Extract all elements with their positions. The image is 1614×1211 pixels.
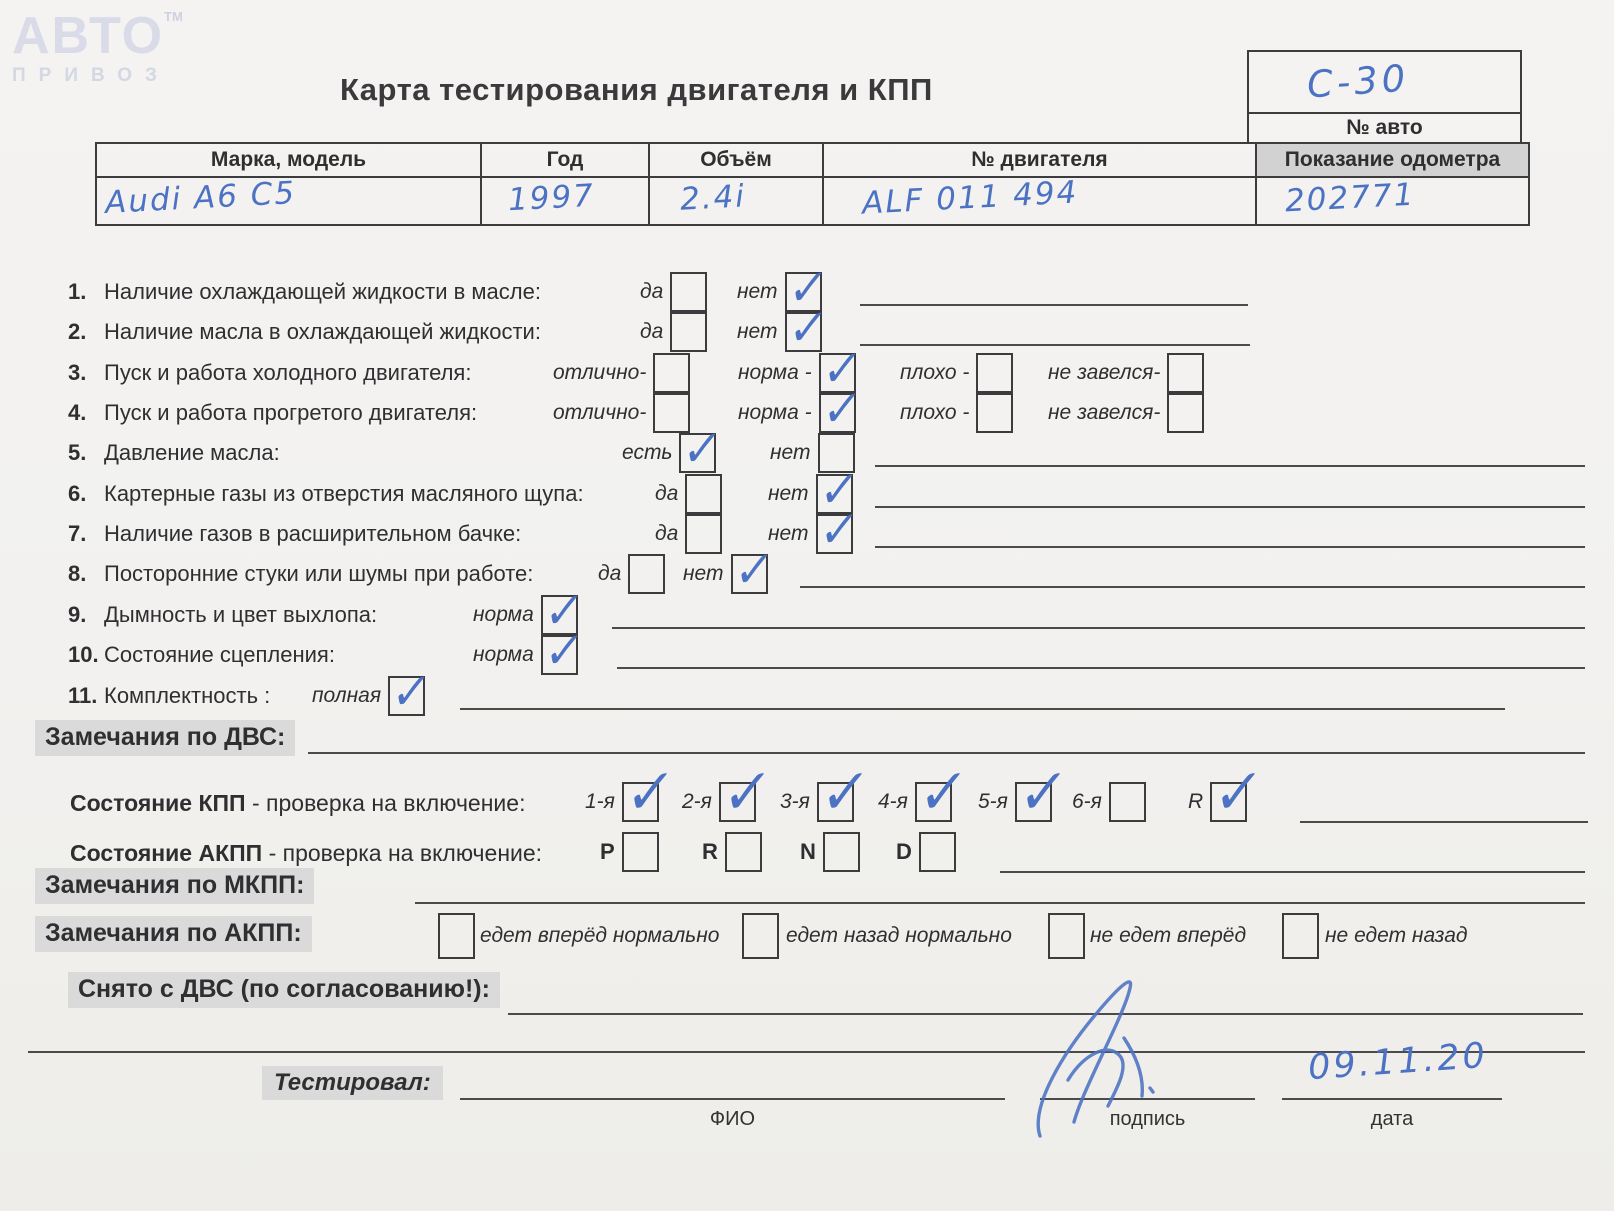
check-mark-icon: ✓ bbox=[815, 380, 861, 437]
checkbox-yes[interactable] bbox=[670, 312, 707, 352]
engine-notes-label: Замечания по ДВС: bbox=[35, 720, 295, 756]
option-label: нет bbox=[737, 320, 778, 343]
checkbox-yes[interactable] bbox=[685, 474, 722, 514]
option-label: норма bbox=[473, 643, 534, 666]
option-label: да bbox=[655, 522, 679, 545]
item-label: Дымность и цвет выхлопа: bbox=[104, 602, 378, 627]
make-handwriting: Audi A6 C5 bbox=[104, 175, 297, 221]
checkbox-bad[interactable] bbox=[976, 393, 1013, 433]
vehicle-header: Год bbox=[482, 144, 648, 178]
vehicle-col-make bbox=[97, 144, 482, 224]
item-number: 2. bbox=[68, 319, 87, 344]
auto-gearbox-check-label: Состояние АКПП - проверка на включение: bbox=[70, 840, 543, 866]
option-label: нет bbox=[768, 482, 809, 505]
check-mark-icon: ✓ bbox=[1205, 757, 1262, 828]
option-label: отлично- bbox=[553, 401, 647, 424]
option-label: не едет назад bbox=[1325, 924, 1468, 947]
item-number: 7. bbox=[68, 521, 87, 546]
page-title: Карта тестирования двигателя и КПП bbox=[340, 72, 933, 107]
gearbox-check-label: Состояние КПП - проверка на включение: bbox=[70, 790, 526, 816]
checklist-row-6 bbox=[0, 461, 1614, 518]
answer-line bbox=[617, 667, 1585, 669]
checkbox-yes[interactable] bbox=[685, 514, 722, 554]
option-label: есть bbox=[622, 441, 673, 464]
vehicle-col-odometer bbox=[1257, 144, 1530, 224]
option-label: полная bbox=[312, 684, 382, 707]
mode-label: N bbox=[800, 839, 816, 864]
option-label: да bbox=[640, 320, 664, 343]
auto-number-cell[interactable] bbox=[1249, 52, 1520, 114]
checkbox-gear-6[interactable] bbox=[1109, 782, 1146, 822]
checklist-row-9 bbox=[0, 582, 1614, 639]
checkbox-no-start[interactable] bbox=[1167, 393, 1204, 433]
check-mark-icon: ✓ bbox=[537, 582, 583, 639]
item-label: Картерные газы из отверстия масляного щупа: bbox=[104, 481, 584, 506]
option-label: плохо - bbox=[900, 361, 970, 384]
tested-by-label: Тестировал: bbox=[262, 1066, 443, 1100]
checkbox-gear-2[interactable] bbox=[714, 757, 771, 828]
checkbox-no-forward[interactable] bbox=[1048, 913, 1085, 959]
item-number: 1. bbox=[68, 279, 87, 304]
answer-line bbox=[612, 627, 1585, 629]
gear-label: 5-я bbox=[978, 790, 1008, 813]
answer-line bbox=[1300, 821, 1588, 823]
checkbox-gear-3[interactable] bbox=[812, 757, 869, 828]
vehicle-col-year bbox=[482, 144, 650, 224]
item-label: Наличие газов в расширительном бачке: bbox=[104, 521, 522, 546]
checkbox-present[interactable] bbox=[676, 420, 722, 477]
vehicle-header-odometer: Показание одометра bbox=[1257, 144, 1528, 178]
option-label: да bbox=[640, 280, 664, 303]
logo-subtitle: ПРИВОЗ bbox=[12, 65, 170, 86]
gear-label: 6-я bbox=[1072, 790, 1102, 813]
checkbox-gear-5[interactable] bbox=[1010, 757, 1067, 828]
checkbox-drives-forward-ok[interactable] bbox=[438, 913, 475, 959]
option-label: норма - bbox=[738, 401, 812, 424]
item-label: Пуск и работа прогретого двигателя: bbox=[104, 400, 478, 425]
gear-label: 1-я bbox=[585, 790, 615, 813]
engine-number-handwriting: ALF 011 494 bbox=[861, 174, 1080, 222]
checkbox-absent[interactable] bbox=[818, 433, 855, 473]
checklist-row-3 bbox=[0, 340, 1614, 397]
answer-line bbox=[800, 586, 1585, 588]
gearbox-check-row bbox=[0, 757, 1614, 828]
fio-caption: ФИО bbox=[709, 1108, 756, 1130]
signature-line[interactable] bbox=[1040, 1098, 1255, 1100]
checklist-row-1 bbox=[0, 259, 1614, 316]
check-mark-icon: ✓ bbox=[815, 340, 861, 397]
item-label: Пуск и работа холодного двигателя: bbox=[104, 360, 472, 385]
vehicle-header: № двигателя bbox=[824, 144, 1255, 178]
item-label: Наличие масла в охлаждающей жидкости: bbox=[104, 319, 541, 344]
checkbox-normal[interactable] bbox=[537, 582, 583, 639]
item-label: Состояние сцепления: bbox=[104, 642, 335, 667]
check-mark-icon: ✓ bbox=[385, 663, 430, 720]
vehicle-header: Объём bbox=[650, 144, 822, 178]
checkbox-excellent[interactable] bbox=[653, 353, 690, 393]
item-number: 4. bbox=[68, 400, 87, 425]
option-label: едет вперёд нормально bbox=[480, 924, 720, 947]
checkbox-no[interactable] bbox=[812, 501, 858, 558]
option-label: не едет вперёд bbox=[1090, 924, 1247, 947]
gear-label: 3-я bbox=[780, 790, 810, 813]
item-number: 9. bbox=[68, 602, 87, 627]
checklist-row-7 bbox=[0, 501, 1614, 558]
checkbox-no[interactable] bbox=[727, 541, 773, 598]
checkbox-yes[interactable] bbox=[628, 554, 665, 594]
checkbox-gear-1[interactable] bbox=[617, 757, 674, 828]
option-label: нет bbox=[768, 522, 809, 545]
checkbox-normal[interactable] bbox=[537, 622, 583, 679]
option-label: не завелся- bbox=[1048, 361, 1161, 384]
trademark-mark: ТМ bbox=[164, 9, 183, 24]
fio-line[interactable] bbox=[460, 1098, 1005, 1100]
answer-line bbox=[875, 546, 1585, 548]
checkbox-no[interactable] bbox=[781, 299, 827, 356]
item-label: Давление масла: bbox=[104, 440, 280, 465]
answer-line bbox=[875, 506, 1585, 508]
check-mark-icon: ✓ bbox=[537, 622, 583, 679]
odometer-handwriting: 202771 bbox=[1284, 176, 1417, 220]
checkbox-no[interactable] bbox=[781, 259, 827, 316]
auto-number-label: № авто bbox=[1346, 116, 1423, 139]
item-number: 3. bbox=[68, 360, 87, 385]
checkbox-normal[interactable] bbox=[815, 340, 861, 397]
date-caption: дата bbox=[1370, 1108, 1414, 1130]
item-number: 5. bbox=[68, 440, 87, 465]
answer-line bbox=[875, 465, 1585, 467]
checkbox-gear-4[interactable] bbox=[910, 757, 967, 828]
logo-word: АВТО bbox=[12, 7, 165, 65]
checkbox-no[interactable] bbox=[812, 461, 858, 518]
option-label: едет назад нормально bbox=[786, 924, 1012, 947]
checkbox-no-backward[interactable] bbox=[1282, 913, 1319, 959]
item-number: 10. bbox=[68, 642, 99, 667]
mode-label: R bbox=[702, 839, 718, 864]
volume-handwriting: 2.4i bbox=[679, 178, 747, 218]
check-mark-icon: ✓ bbox=[910, 757, 967, 828]
avtoprivoz-logo bbox=[12, 7, 183, 86]
checkbox-drives-backward-ok[interactable] bbox=[742, 913, 779, 959]
check-mark-icon: ✓ bbox=[812, 461, 858, 518]
check-mark-icon: ✓ bbox=[812, 757, 869, 828]
vehicle-header: Марка, модель bbox=[97, 144, 480, 178]
option-label: да bbox=[598, 562, 622, 585]
check-mark-icon: ✓ bbox=[617, 757, 674, 828]
check-mark-icon: ✓ bbox=[727, 541, 773, 598]
vehicle-value-cell[interactable] bbox=[97, 175, 480, 224]
signature-caption: подпись bbox=[1109, 1108, 1186, 1130]
checkbox-normal[interactable] bbox=[815, 380, 861, 437]
checklist-row-8 bbox=[0, 541, 1614, 598]
option-label: нет bbox=[737, 280, 778, 303]
mode-label: P bbox=[600, 839, 615, 864]
checkbox-excellent[interactable] bbox=[653, 393, 690, 433]
check-mark-icon: ✓ bbox=[676, 420, 722, 477]
option-label: плохо - bbox=[900, 401, 970, 424]
option-label: норма - bbox=[738, 361, 812, 384]
mkpp-notes-label: Замечания по МКПП: bbox=[35, 868, 314, 904]
vehicle-value-cell[interactable] bbox=[824, 174, 1255, 224]
checklist-row-10 bbox=[0, 622, 1614, 679]
checkbox-mode-p[interactable] bbox=[622, 832, 659, 872]
mkpp-notes-line[interactable] bbox=[415, 902, 1585, 904]
removed-line[interactable] bbox=[508, 1013, 1583, 1015]
check-mark-icon: ✓ bbox=[714, 757, 771, 828]
check-mark-icon: ✓ bbox=[781, 299, 827, 356]
vehicle-value-cell[interactable] bbox=[650, 178, 822, 224]
date-handwriting: 09.11.20 bbox=[1306, 1035, 1490, 1089]
akpp-notes-row bbox=[0, 912, 1614, 960]
checkbox-gear-r[interactable] bbox=[1205, 757, 1262, 828]
auto-number-box bbox=[1247, 50, 1522, 144]
vehicle-table bbox=[95, 142, 1530, 226]
answer-line bbox=[860, 344, 1250, 346]
option-label: не завелся- bbox=[1048, 401, 1161, 424]
checklist-row-4 bbox=[0, 380, 1614, 437]
checkbox-yes[interactable] bbox=[670, 272, 707, 312]
option-label: отлично- bbox=[553, 361, 647, 384]
mode-label: D bbox=[896, 839, 912, 864]
answer-line bbox=[460, 708, 1505, 710]
checkbox-mode-n[interactable] bbox=[823, 832, 860, 872]
answer-line bbox=[1000, 871, 1585, 873]
item-label: Посторонние стуки или шумы при работе: bbox=[104, 561, 534, 586]
item-number: 11. bbox=[68, 683, 98, 708]
option-label: нет bbox=[683, 562, 724, 585]
auto-number-handwriting: C-30 bbox=[1305, 56, 1411, 107]
checkbox-mode-d[interactable] bbox=[919, 832, 956, 872]
engine-notes-line[interactable] bbox=[308, 752, 1585, 754]
checklist-row-5 bbox=[0, 420, 1614, 477]
checkbox-complete[interactable] bbox=[385, 663, 430, 720]
item-number: 6. bbox=[68, 481, 87, 506]
gear-label: 2-я bbox=[682, 790, 712, 813]
item-label: Комплектность : bbox=[104, 683, 271, 708]
check-mark-icon: ✓ bbox=[1010, 757, 1067, 828]
date-line[interactable] bbox=[1282, 1098, 1502, 1100]
akpp-notes-label: Замечания по АКПП: bbox=[35, 916, 312, 952]
checkbox-bad[interactable] bbox=[976, 353, 1013, 393]
check-mark-icon: ✓ bbox=[812, 501, 858, 558]
year-handwriting: 1997 bbox=[507, 177, 596, 219]
removed-from-engine-label: Снято с ДВС (по согласованию!): bbox=[68, 972, 500, 1008]
item-number: 8. bbox=[68, 561, 87, 586]
vehicle-col-engine bbox=[824, 144, 1257, 224]
check-mark-icon: ✓ bbox=[781, 259, 827, 316]
vehicle-col-volume bbox=[650, 144, 824, 224]
gear-label: R bbox=[1188, 790, 1204, 813]
gear-label: 4-я bbox=[878, 790, 908, 813]
option-label: да bbox=[655, 482, 679, 505]
vehicle-value-cell[interactable] bbox=[1257, 178, 1528, 224]
checkbox-no-start[interactable] bbox=[1167, 353, 1204, 393]
checkbox-mode-r[interactable] bbox=[725, 832, 762, 872]
vehicle-value-cell[interactable] bbox=[482, 178, 648, 224]
checklist-row-2 bbox=[0, 299, 1614, 356]
option-label: нет bbox=[770, 441, 811, 464]
checklist-row-11 bbox=[0, 663, 1614, 720]
answer-line bbox=[860, 304, 1248, 306]
option-label: норма bbox=[473, 603, 534, 626]
item-label: Наличие охлаждающей жидкости в масле: bbox=[104, 279, 541, 304]
